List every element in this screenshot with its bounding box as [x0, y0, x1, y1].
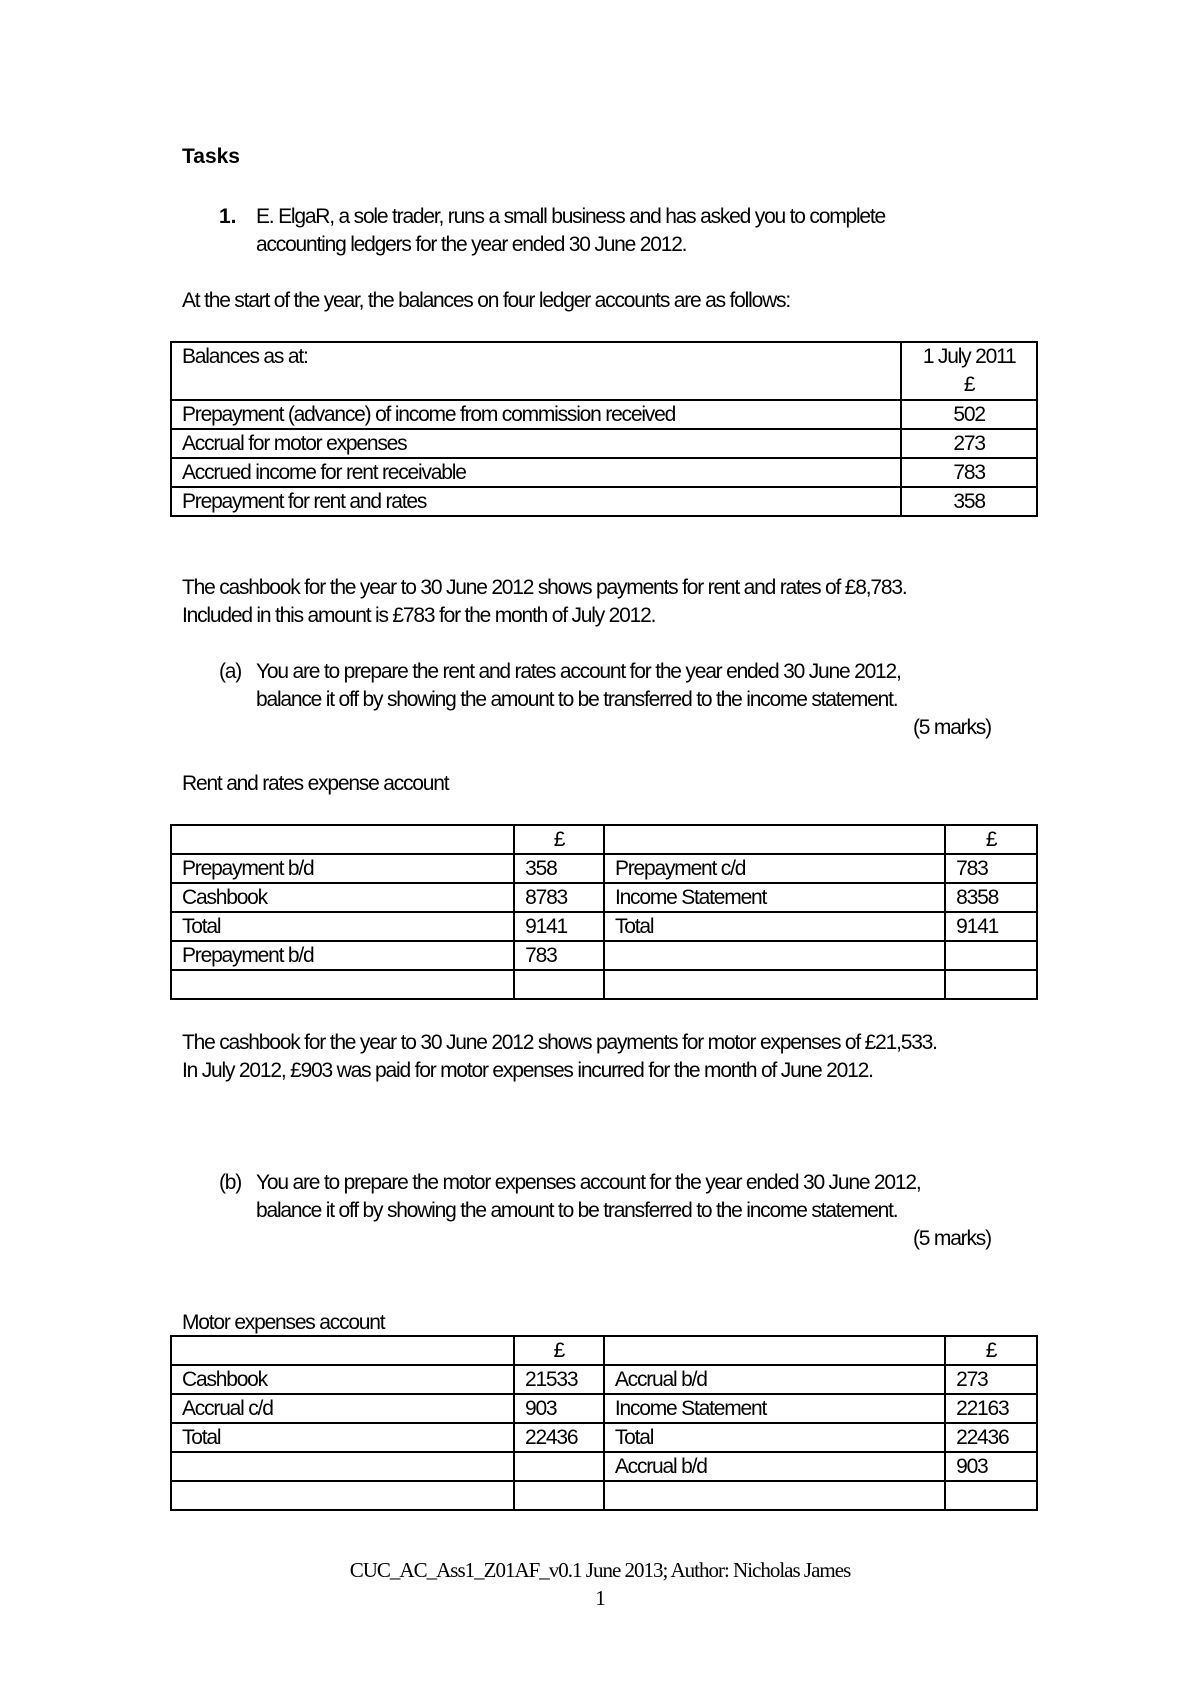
currency-header: £ — [514, 1336, 604, 1365]
credit-value — [945, 1481, 1037, 1510]
balance-label: Accrual for motor expenses — [171, 429, 901, 458]
credit-label: Accrual b/d — [604, 1365, 945, 1394]
credit-label: Total — [604, 1423, 945, 1452]
debit-value — [514, 970, 604, 999]
rent-account-table — [170, 824, 1038, 1000]
part-a-line-2: balance it off by showing the amount to be transferred to the income statement. — [256, 688, 898, 711]
credit-value — [945, 941, 1037, 970]
part-a-line-1: You are to prepare the rent and rates account for the year ended 30 June 2012, — [256, 660, 901, 683]
debit-label: Prepayment b/d — [171, 941, 514, 970]
credit-label: Total — [604, 912, 945, 941]
credit-value — [945, 970, 1037, 999]
balance-label: Prepayment for rent and rates — [171, 487, 901, 516]
debit-label: Cashbook — [171, 883, 514, 912]
part-a-label: (a) — [219, 660, 242, 683]
table-row — [171, 458, 1037, 487]
debit-label — [171, 970, 514, 999]
part-b-line-2: balance it off by showing the amount to be transferred to the income statement. — [256, 1199, 898, 1222]
part-b-line-1: You are to prepare the motor expenses account for the year ended 30 June 2012, — [256, 1171, 921, 1194]
balance-value: 273 — [901, 429, 1037, 458]
table-row — [171, 970, 1037, 999]
task-description-line-1: E. ElgaR, a sole trader, runs a small business and has asked you to complete — [256, 205, 886, 228]
credit-label: Income Statement — [604, 1394, 945, 1423]
balances-header-row — [171, 342, 1037, 400]
debit-value: 358 — [514, 854, 604, 883]
table-row — [171, 1394, 1037, 1423]
credit-label — [604, 1481, 945, 1510]
credit-value: 273 — [945, 1365, 1037, 1394]
balance-value: 783 — [901, 458, 1037, 487]
debit-label: Total — [171, 1423, 514, 1452]
motor-paragraph-line-2: In July 2012, £903 was paid for motor expenses incurred for the month of June 2012. — [182, 1059, 873, 1082]
debit-label — [171, 1452, 514, 1481]
page-number: 1 — [595, 1586, 605, 1610]
motor-account-title: Motor expenses account — [182, 1311, 385, 1334]
debit-label: Cashbook — [171, 1365, 514, 1394]
task-number: 1. — [219, 205, 237, 228]
table-row — [171, 429, 1037, 458]
rent-account-title: Rent and rates expense account — [182, 772, 449, 795]
table-row — [171, 1365, 1037, 1394]
credit-value: 903 — [945, 1452, 1037, 1481]
balance-label: Accrued income for rent receivable — [171, 458, 901, 487]
debit-value: 8783 — [514, 883, 604, 912]
table-header-row — [171, 1336, 1037, 1365]
credit-label — [604, 970, 945, 999]
credit-label: Accrual b/d — [604, 1452, 945, 1481]
table-row — [171, 883, 1037, 912]
table-row — [171, 854, 1037, 883]
debit-label: Total — [171, 912, 514, 941]
credit-label: Prepayment c/d — [604, 854, 945, 883]
currency-header: £ — [514, 825, 604, 854]
footer-text: CUC_AC_Ass1_Z01AF_v0.1 June 2013; Author: Nicholas James — [349, 1558, 851, 1582]
table-row — [171, 1481, 1037, 1510]
table-row — [171, 400, 1037, 429]
currency-header: £ — [945, 1336, 1037, 1365]
table-row — [171, 1423, 1037, 1452]
credit-value: 783 — [945, 854, 1037, 883]
part-a-marks: (5 marks) — [913, 716, 991, 739]
balances-header-date: 1 July 2011 — [922, 345, 1016, 368]
debit-label: Accrual c/d — [171, 1394, 514, 1423]
rent-paragraph-line-2: Included in this amount is £783 for the month of July 2012. — [182, 604, 656, 627]
table-row — [171, 487, 1037, 516]
balance-label: Prepayment (advance) of income from commission received — [171, 400, 901, 429]
balances-header-currency: £ — [963, 373, 975, 396]
debit-value — [514, 1481, 604, 1510]
part-b-label: (b) — [219, 1171, 242, 1194]
part-b-marks: (5 marks) — [913, 1227, 991, 1250]
debit-label — [171, 1481, 514, 1510]
intro-text: At the start of the year, the balances on four ledger accounts are as follows: — [182, 289, 790, 312]
table-header-row — [171, 825, 1037, 854]
motor-account-table — [170, 1335, 1038, 1511]
balance-value: 502 — [901, 400, 1037, 429]
currency-header: £ — [945, 825, 1037, 854]
table-row — [171, 941, 1037, 970]
credit-value: 9141 — [945, 912, 1037, 941]
balance-value: 358 — [901, 487, 1037, 516]
debit-value — [514, 1452, 604, 1481]
motor-paragraph-line-1: The cashbook for the year to 30 June 2012 shows payments for motor expenses of £21,533. — [182, 1031, 937, 1054]
balances-table — [170, 341, 1038, 517]
debit-value: 21533 — [514, 1365, 604, 1394]
balances-header-label: Balances as at: — [171, 342, 901, 400]
credit-label — [604, 941, 945, 970]
page-heading: Tasks — [182, 145, 240, 168]
credit-value: 8358 — [945, 883, 1037, 912]
credit-label: Income Statement — [604, 883, 945, 912]
debit-label: Prepayment b/d — [171, 854, 514, 883]
credit-value: 22436 — [945, 1423, 1037, 1452]
debit-value: 903 — [514, 1394, 604, 1423]
table-row — [171, 912, 1037, 941]
task-description-line-2: accounting ledgers for the year ended 30 June 2012. — [256, 233, 687, 256]
debit-value: 22436 — [514, 1423, 604, 1452]
credit-value: 22163 — [945, 1394, 1037, 1423]
debit-value: 783 — [514, 941, 604, 970]
debit-value: 9141 — [514, 912, 604, 941]
table-row — [171, 1452, 1037, 1481]
balances-header-date-cell — [901, 342, 1037, 400]
rent-paragraph-line-1: The cashbook for the year to 30 June 2012 shows payments for rent and rates of £8,783. — [182, 576, 907, 599]
